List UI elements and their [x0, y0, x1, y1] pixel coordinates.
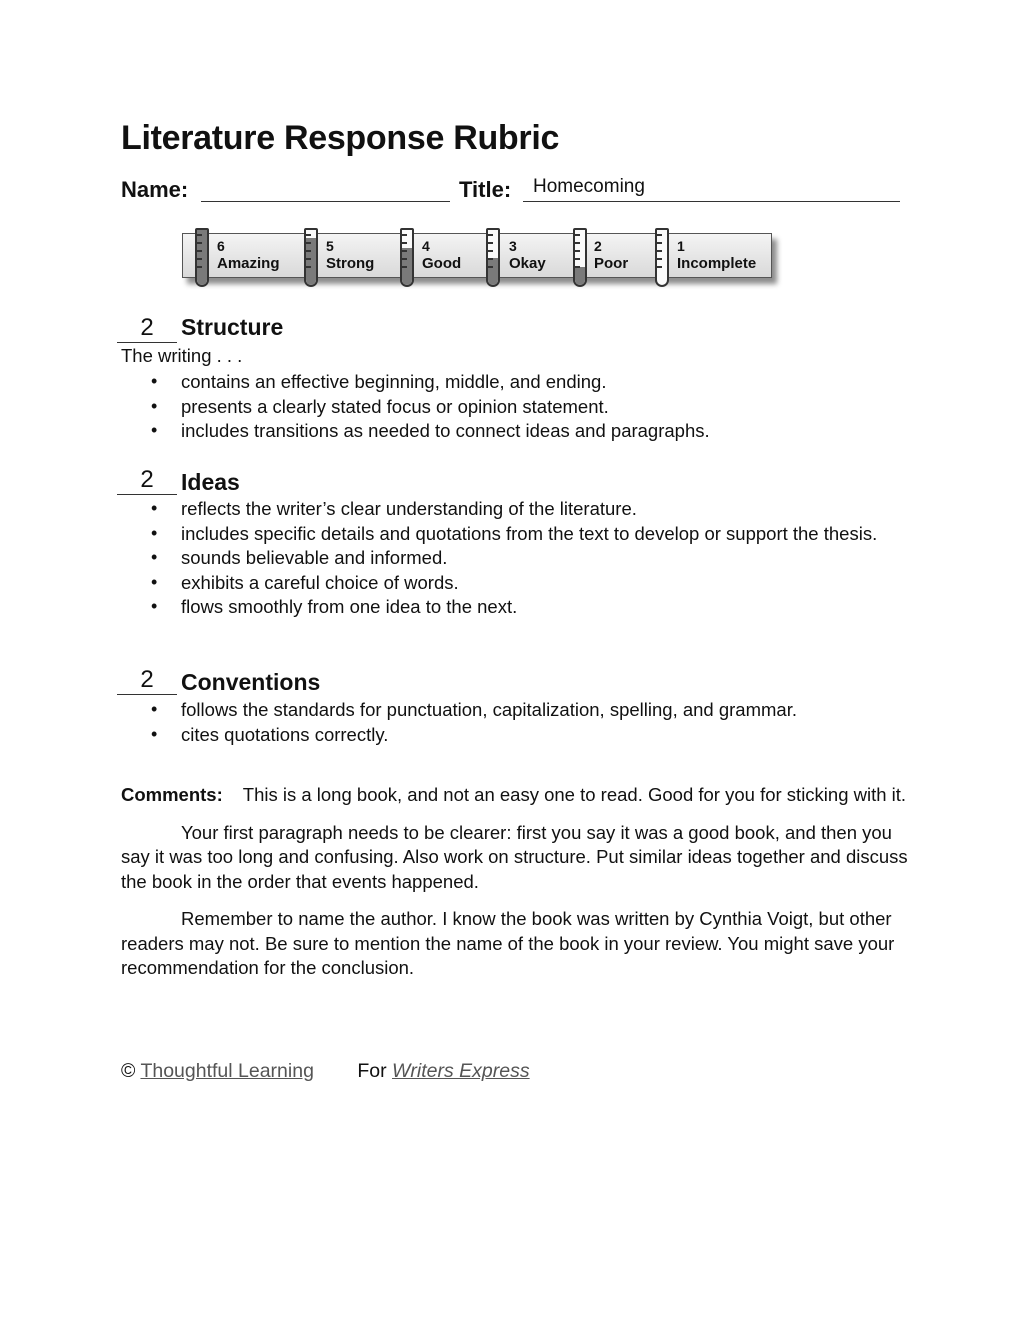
scale-word: Strong	[326, 255, 375, 272]
scale-word: Okay	[509, 255, 546, 272]
criteria-item: • exhibits a careful choice of words.	[121, 571, 911, 594]
rating-scale	[182, 233, 772, 278]
conventions-criteria	[121, 698, 911, 747]
name-field-line[interactable]	[201, 201, 450, 202]
criteria-item: • contains an effective beginning, middle, and ending.	[121, 370, 911, 393]
for-text: For	[357, 1060, 387, 1082]
thermometer-icon	[195, 228, 209, 287]
scale-number: 3	[509, 238, 517, 254]
book-link[interactable]: Writers Express	[392, 1060, 530, 1082]
thermometer-icon	[400, 228, 414, 287]
criteria-item: • reflects the writer’s clear understanding of the literature.	[121, 497, 911, 520]
structure-lead: The writing . . .	[121, 345, 243, 366]
thermometer-icon	[655, 228, 669, 287]
title-label: Title:	[459, 177, 512, 202]
criteria-item: • flows smoothly from one idea to the next.	[121, 595, 911, 618]
comments-label: Comments:	[121, 784, 223, 805]
comment-paragraph: Your first paragraph needs to be clearer: first you say it was a good book, and then you say it was too long and confusing. Also work on structure. Put similar ideas together and discuss the book in the order that events happened.	[121, 821, 908, 892]
scale-word: Good	[422, 255, 462, 272]
scale-number: 4	[422, 238, 430, 254]
thermometer-icon	[486, 228, 500, 287]
criteria-item: • includes specific details and quotations from the text to develop or support the thesis.	[121, 522, 911, 545]
scale-number: 1	[677, 238, 685, 254]
title-value: Homecoming	[533, 176, 645, 197]
thermometer-icon	[573, 228, 587, 287]
page-title: Literature Response Rubric	[121, 119, 560, 157]
ideas-heading: Ideas	[181, 469, 240, 495]
thermometer-icon	[304, 228, 318, 287]
criteria-item: • includes transitions as needed to connect ideas and paragraphs.	[121, 419, 911, 442]
criteria-item: • presents a clearly stated focus or opinion statement.	[121, 395, 911, 418]
scale-number: 2	[594, 238, 602, 254]
scale-word: Poor	[594, 255, 629, 272]
structure-score[interactable]: 2	[117, 314, 177, 343]
conventions-score[interactable]: 2	[117, 666, 177, 695]
comments-block	[121, 783, 911, 994]
structure-criteria	[121, 370, 911, 444]
scale-number: 5	[326, 238, 334, 254]
footer	[121, 1060, 530, 1083]
structure-heading: Structure	[181, 314, 284, 340]
comment-text: This is a long book, and not an easy one to read. Good for you for sticking with it.	[242, 784, 907, 805]
publisher-link[interactable]: Thoughtful Learning	[140, 1060, 314, 1082]
comment-paragraph: Remember to name the author. I know the book was written by Cynthia Voigt, but other readers may not. Be sure to mention the name of the book in your review. You might save your recommendation for the conclusion.	[121, 908, 895, 978]
criteria-item: • sounds believable and informed.	[121, 546, 911, 569]
scale-number: 6	[217, 238, 225, 254]
ideas-score[interactable]: 2	[117, 466, 177, 495]
conventions-heading: Conventions	[181, 669, 321, 695]
name-label: Name:	[121, 177, 189, 202]
criteria-item: • cites quotations correctly.	[121, 723, 911, 746]
ideas-criteria	[121, 497, 911, 620]
copyright-symbol: ©	[121, 1060, 136, 1082]
comment-paragraph	[121, 783, 911, 808]
scale-word: Incomplete	[677, 255, 757, 272]
title-field-line[interactable]	[523, 201, 900, 202]
criteria-item: • follows the standards for punctuation, capitalization, spelling, and grammar.	[121, 698, 911, 721]
scale-word: Amazing	[217, 255, 280, 272]
